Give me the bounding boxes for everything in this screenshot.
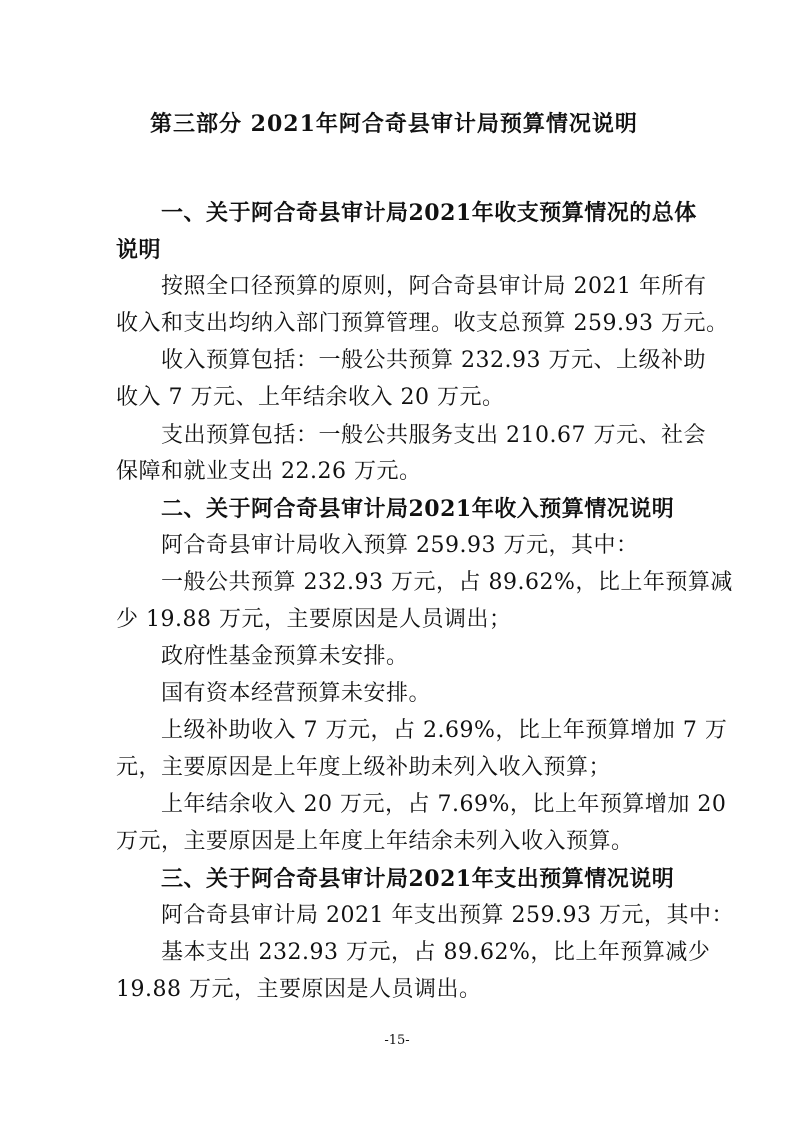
section2-paragraph: 万元，主要原因是上年度上年结余未列入收入预算。 <box>116 829 634 854</box>
section2-paragraph: 国有资本经营预算未安排。 <box>161 681 432 706</box>
section3-heading: 三、关于阿合奇县审计局2021年支出预算情况说明 <box>161 866 675 892</box>
section2-paragraph: 上年结余收入 20 万元，占 7.69%，比上年预算增加 20 <box>161 792 727 817</box>
section3-paragraph: 基本支出 232.93 万元，占 89.62%，比上年预算减少 <box>161 940 711 965</box>
section1-heading: 一、关于阿合奇县审计局2021年收支预算情况的总体 <box>161 200 697 226</box>
section2-paragraph: 一般公共预算 232.93 万元，占 89.62%，比上年预算减 <box>161 570 733 595</box>
section2-paragraph: 阿合奇县审计局收入预算 259.93 万元，其中： <box>161 533 639 558</box>
page-number: -15- <box>384 1033 410 1048</box>
section1-heading-cont: 说明 <box>116 237 162 263</box>
section1-paragraph: 收入预算包括：一般公共预算 232.93 万元、上级补助 <box>161 348 706 373</box>
section2-paragraph: 少 19.88 万元，主要原因是人员调出； <box>116 607 512 632</box>
section1-paragraph: 收入和支出均纳入部门预算管理。收支总预算 259.93 万元。 <box>116 311 729 336</box>
section2-paragraph: 上级补助收入 7 万元，占 2.69%，比上年预算增加 7 万 <box>161 718 728 743</box>
section2-paragraph: 政府性基金预算未安排。 <box>161 644 409 669</box>
section1-paragraph: 按照全口径预算的原则，阿合奇县审计局 2021 年所有 <box>161 274 707 299</box>
section3-paragraph: 阿合奇县审计局 2021 年支出预算 259.93 万元，其中： <box>161 903 734 928</box>
section1-paragraph: 收入 7 万元、上年结余收入 20 万元。 <box>116 385 505 410</box>
section2-paragraph: 元，主要原因是上年度上级补助未列入收入预算； <box>116 755 612 780</box>
section3-paragraph: 19.88 万元，主要原因是人员调出。 <box>116 977 482 1002</box>
page-title: 第三部分 2021年阿合奇县审计局预算情况说明 <box>150 111 638 137</box>
section1-paragraph: 支出预算包括：一般公共服务支出 210.67 万元、社会 <box>161 423 706 448</box>
section1-paragraph: 保障和就业支出 22.26 万元。 <box>116 459 422 484</box>
section2-heading: 二、关于阿合奇县审计局2021年收入预算情况说明 <box>161 496 675 522</box>
